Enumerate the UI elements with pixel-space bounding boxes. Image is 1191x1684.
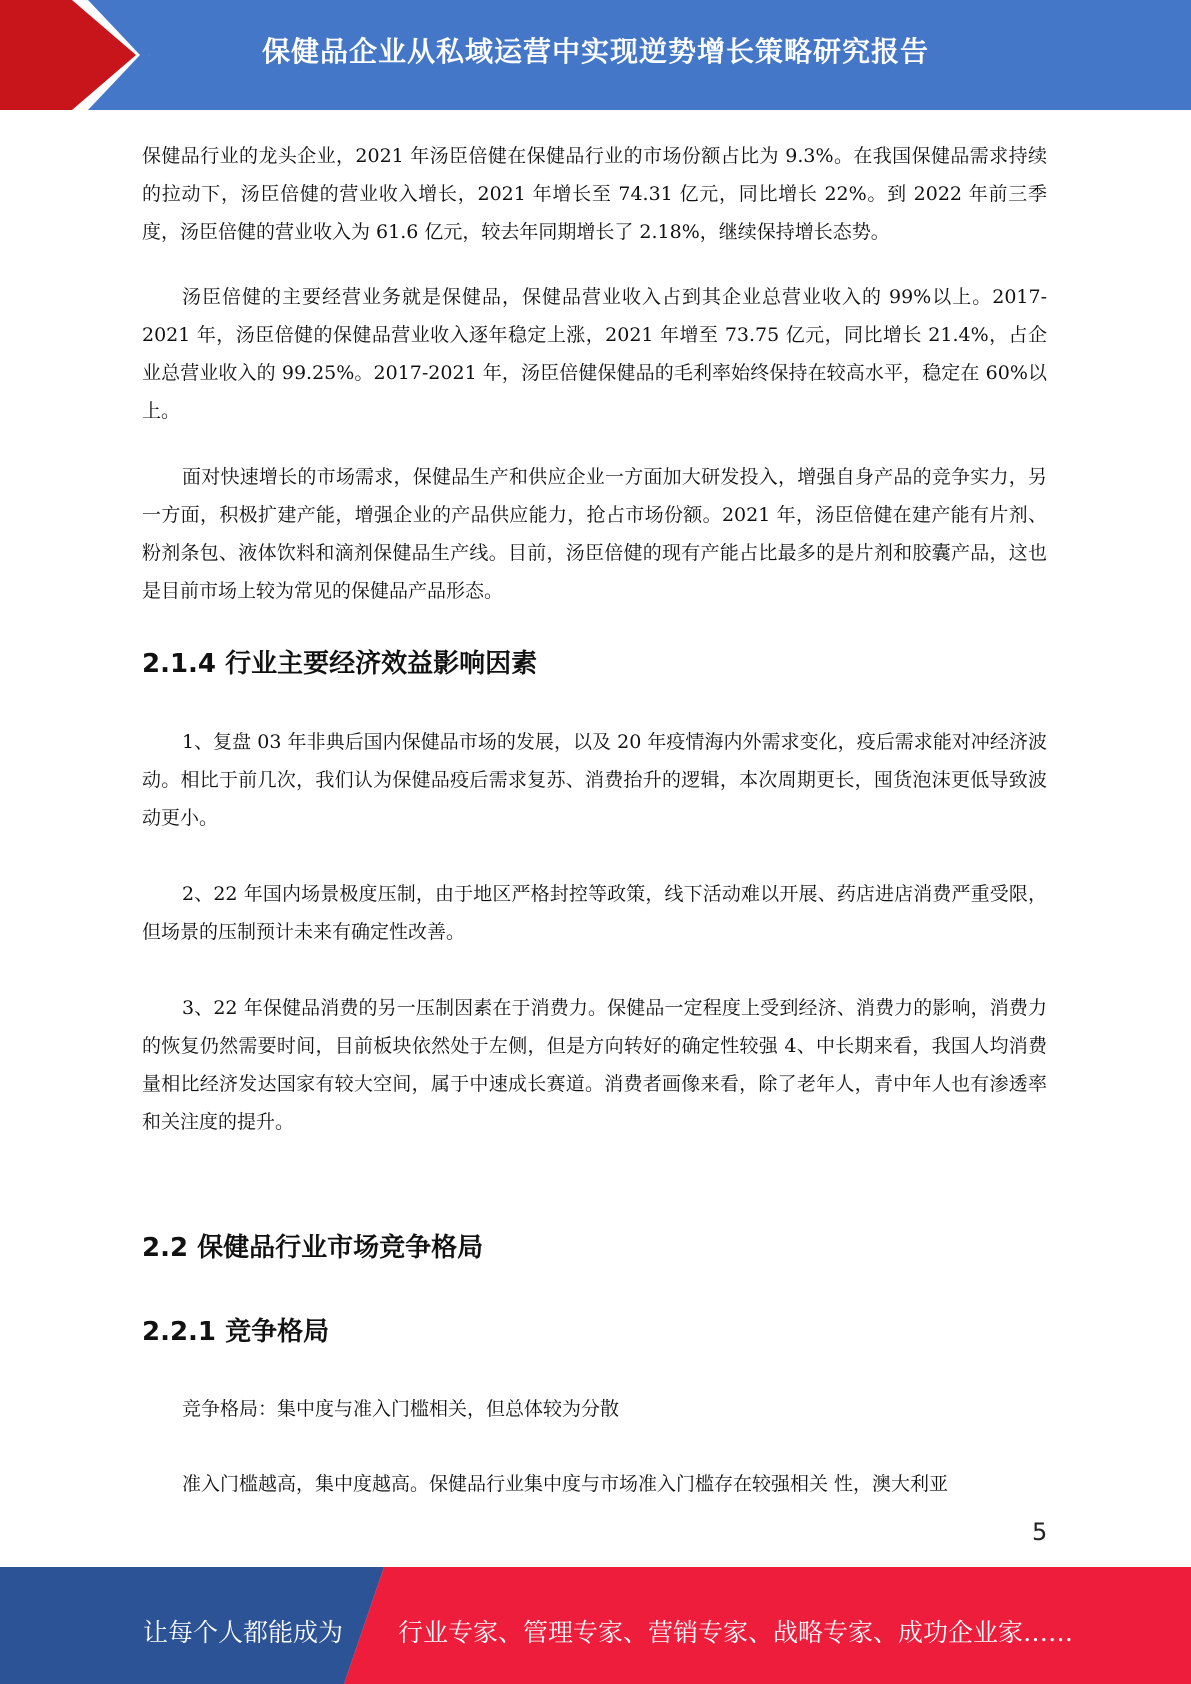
- section-heading-2-2-1: 2.2.1 竞争格局: [142, 1317, 330, 1347]
- paragraph-capacity: 面对快速增长的市场需求，保健品生产和供应企业一方面加大研发投入，增强自身产品的竞争实力，另一方面，积极扩建产能，增强企业的产品供应能力，抢占市场份额。2021 年，汤臣倍健在建产能有片剂、粉剂条包、液体饮料和滴剂保健品生产线。目前，汤臣倍健的现有产能占比最多的是片剂和胶囊产品，这也是目前市场上较为常见的保健品产品形态。: [142, 466, 1047, 602]
- paragraph-competition-summary: 竞争格局：集中度与准入门槛相关，但总体较为分散: [182, 1398, 620, 1420]
- header-arrow-decoration: [0, 0, 160, 110]
- paragraph-factor-2: 2、22 年国内场景极度压制，由于地区严格封控等政策，线下活动难以开展、药店进店消费严重受限，但场景的压制预计未来有确定性改善。: [142, 883, 1047, 943]
- paragraph-market-share: 保健品行业的龙头企业，2021 年汤臣倍健在保健品行业的市场份额占比为 9.3%。在我国保健品需求持续的拉动下，汤臣倍健的营业收入增长，2021 年增长至 74.31 亿元，同比增长 22%。到 2022 年前三季度，汤臣倍健的营业收入为 61.6 亿元，较去年同期增长了 2.18%，继续保持增长态势。: [142, 145, 1047, 243]
- paragraph-factor-1: 1、复盘 03 年非典后国内保健品市场的发展，以及 20 年疫情海内外需求变化，疫后需求能对冲经济波动。相比于前几次，我们认为保健品疫后需求复苏、消费抬升的逻辑，本次周期更长，囤货泡沫更低导致波动更小。: [142, 731, 1047, 829]
- footer-slogan-left: 让每个人都能成为: [143, 1618, 344, 1647]
- paragraph-entry-barrier: 准入门槛越高，集中度越高。保健品行业集中度与市场准入门槛存在较强相关 性，澳大利亚: [182, 1473, 949, 1495]
- page-footer: [0, 1567, 1191, 1684]
- page-number: 5: [1032, 1518, 1048, 1546]
- page-header: [0, 0, 1191, 110]
- paragraph-main-business: 汤臣倍健的主要经营业务就是保健品，保健品营业收入占到其企业总营业收入的 99%以上。2017-2021 年，汤臣倍健的保健品营业收入逐年稳定上涨，2021 年增至 73.75 亿元，同比增长 21.4%，占企业总营业收入的 99.25%。2017-2021 年，汤臣倍健保健品的毛利率始终保持在较高水平，稳定在 60%以上。: [142, 286, 1047, 422]
- paragraph-factor-3: 3、22 年保健品消费的另一压制因素在于消费力。保健品一定程度上受到经济、消费力的影响，消费力的恢复仍然需要时间，目前板块依然处于左侧，但是方向转好的确定性较强 4、中长期来看，我国人均消费量相比经济发达国家有较大空间，属于中速成长赛道。消费者画像来看，除了老年人，青中年人也有渗透率和关注度的提升。: [142, 997, 1047, 1133]
- section-heading-2-1-4: 2.1.4 行业主要经济效益影响因素: [142, 649, 538, 679]
- section-heading-2-2: 2.2 保健品行业市场竞争格局: [142, 1233, 484, 1263]
- header-title: 保健品企业从私域运营中实现逆势增长策略研究报告: [262, 35, 930, 68]
- footer-slogan-right: 行业专家、管理专家、营销专家、战略专家、成功企业家……: [398, 1618, 1074, 1647]
